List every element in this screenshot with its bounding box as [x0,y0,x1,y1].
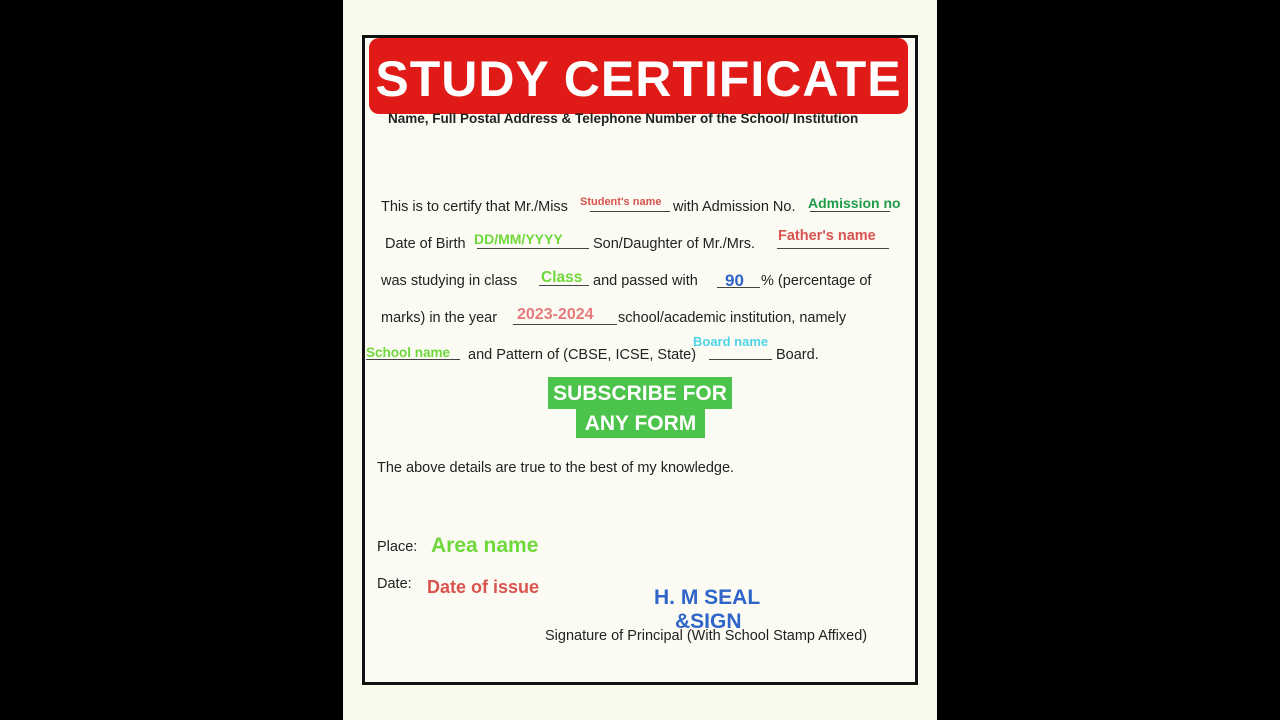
student-name-field: Student's name [580,196,662,208]
line5-mid: and Pattern of (CBSE, ICSE, State) [468,347,697,363]
line3-prefix: was studying in class [381,273,518,289]
year-field: 2023-2024 [517,306,594,323]
line3-mid: and passed with [593,273,698,289]
dob-rule [477,248,589,249]
admission-rule [810,211,890,212]
line1-prefix: This is to certify that Mr./Miss [381,199,568,215]
percentage-field: 90 [725,271,744,290]
line3-suffix: % (percentage of [761,273,872,289]
place-label: Place: [377,539,418,555]
seal-line1: H. M SEAL [654,586,761,609]
admission-no-field: Admission no [808,195,901,211]
board-name-field: Board name [693,334,769,349]
date-label: Date: [377,576,412,592]
board-name-rule [709,359,772,360]
signature-label: Signature of Principal (With School Stamp Affixed) [545,628,868,644]
institution-subtitle: Name, Full Postal Address & Telephone Number of the School/ Institution [388,111,859,126]
line1-mid: with Admission No. [673,199,796,215]
student-name-rule [590,211,670,212]
line4-suffix: school/academic institution, namely [618,310,847,326]
line4-prefix: marks) in the year [381,310,498,326]
dob-field: DD/MM/YYYY [474,231,563,247]
class-field: Class [541,269,583,286]
place-value: Area name [431,534,539,557]
certificate-title: STUDY CERTIFICATE [375,51,902,107]
declaration-text: The above details are true to the best of my knowledge. [377,460,735,476]
date-value: Date of issue [427,577,540,597]
school-name-field: School name [366,345,451,360]
father-name-field: Father's name [778,228,876,244]
subscribe-badge-line1: SUBSCRIBE FOR [548,377,732,409]
father-name-rule [777,248,889,249]
line2-prefix: Date of Birth [385,236,466,252]
line2-mid: Son/Daughter of Mr./Mrs. [593,236,755,252]
subscribe-badge-line2: ANY FORM [576,409,705,438]
line5-suffix: Board. [776,347,819,363]
seal-line2: &SIGN [675,610,742,633]
year-rule [513,324,617,325]
